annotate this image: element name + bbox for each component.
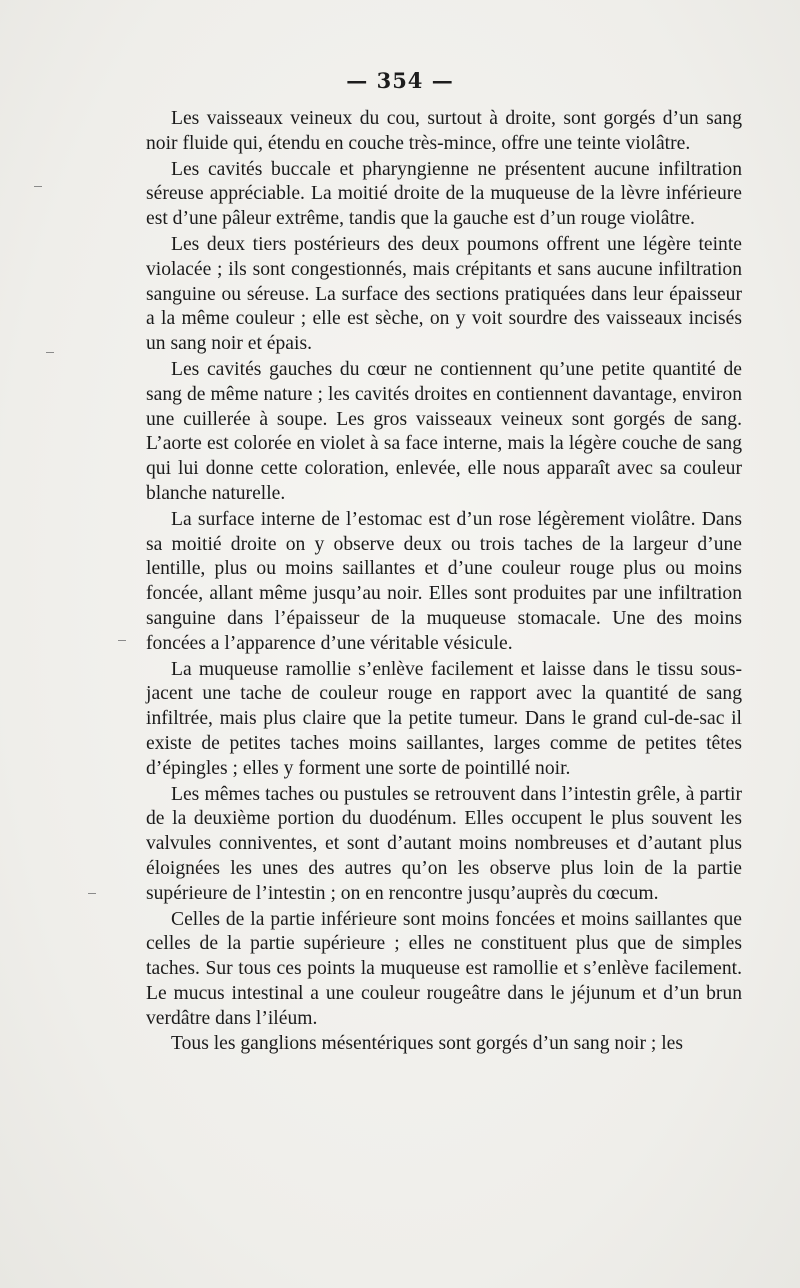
paragraph: Les mêmes taches ou pustules se retrouvent dans l’intestin grêle, à partir de la deuxième portion du duodénum. Elles occupent le plus souvent les valvules conniventes, et sont d’autant moins nombreuses et d’autant plus éloignées les unes des autres qu’on les observe plus loin de la partie supérieure de l’intestin ; on en rencontre jusqu’auprès du cœcum. — [146, 783, 742, 904]
margin-mark — [118, 640, 126, 641]
paragraph: Celles de la partie inférieure sont moins foncées et moins saillantes que celles de la partie supérieure ; elles ne constituent plus que de simples taches. Sur tous ces points la muqueuse est ramollie et s’enlève facilement. Le mucus intestinal a une couleur rougeâtre dans le jéjunum et d’un brun verdâtre dans l’iléum. — [146, 908, 742, 1029]
body-text — [146, 107, 742, 1058]
paragraph: La muqueuse ramollie s’enlève facilement et laisse dans le tissu sous-jacent une tache de couleur rouge en rapport avec la quantité de sang infiltrée, mais plus claire que la petite tumeur. Dans le grand cul-de-sac il existe de petites taches moins saillantes, larges comme de petites têtes d’épingles ; elles y forment une sorte de pointillé noir. — [146, 658, 742, 779]
margin-mark — [34, 186, 42, 187]
page-number: — 354 — — [346, 68, 454, 93]
paragraph: Tous les ganglions mésentériques sont gorgés d’un sang noir ; les — [171, 1033, 683, 1055]
paragraph: Les cavités buccale et pharyngienne ne présentent aucune infiltration séreuse appréciable. La moitié droite de la muqueuse de la lèvre inférieure est d’une pâleur extrême, tandis que la gauche est d’un rouge violâtre. — [146, 158, 742, 230]
paragraph: Les deux tiers postérieurs des deux poumons offrent une légère teinte violacée ; ils sont congestionnés, mais crépitants et sans aucune infiltration sanguine ou séreuse. La surface des sections pratiquées dans leur épaisseur a la même couleur ; elle est sèche, on y voit sourdre des vaisseaux incisés un sang noir et épais. — [146, 233, 742, 355]
paragraph: La surface interne de l’estomac est d’un rose légèrement violâtre. Dans sa moitié droite on y observe deux ou trois taches de la largeur d’une lentille, plus ou moins saillantes et d’une couleur rouge plus ou moins foncée, allant même jusqu’au noir. Elles sont produites par une infiltration sanguine dans l’épaisseur de la muqueuse stomacale. Une des moins foncées a l’apparence d’une véritable vésicule. — [146, 508, 742, 654]
margin-mark — [46, 352, 54, 353]
paragraph: Les cavités gauches du cœur ne contiennent qu’une petite quantité de sang de même nature ; les cavités droites en contiennent davantage, environ une cuillerée à soupe. Les gros vaisseaux veineux sont gorgés de sang. L’aorte est colorée en violet à sa face interne, mais la légère couche de sang qui lui donne cette coloration, enlevée, elle nous apparaît avec sa couleur blanche naturelle. — [146, 358, 742, 504]
paragraph: Les vaisseaux veineux du cou, surtout à droite, sont gorgés d’un sang noir fluide qui, étendu en couche très-mince, offre une teinte violâtre. — [146, 108, 742, 154]
margin-mark — [88, 893, 96, 894]
